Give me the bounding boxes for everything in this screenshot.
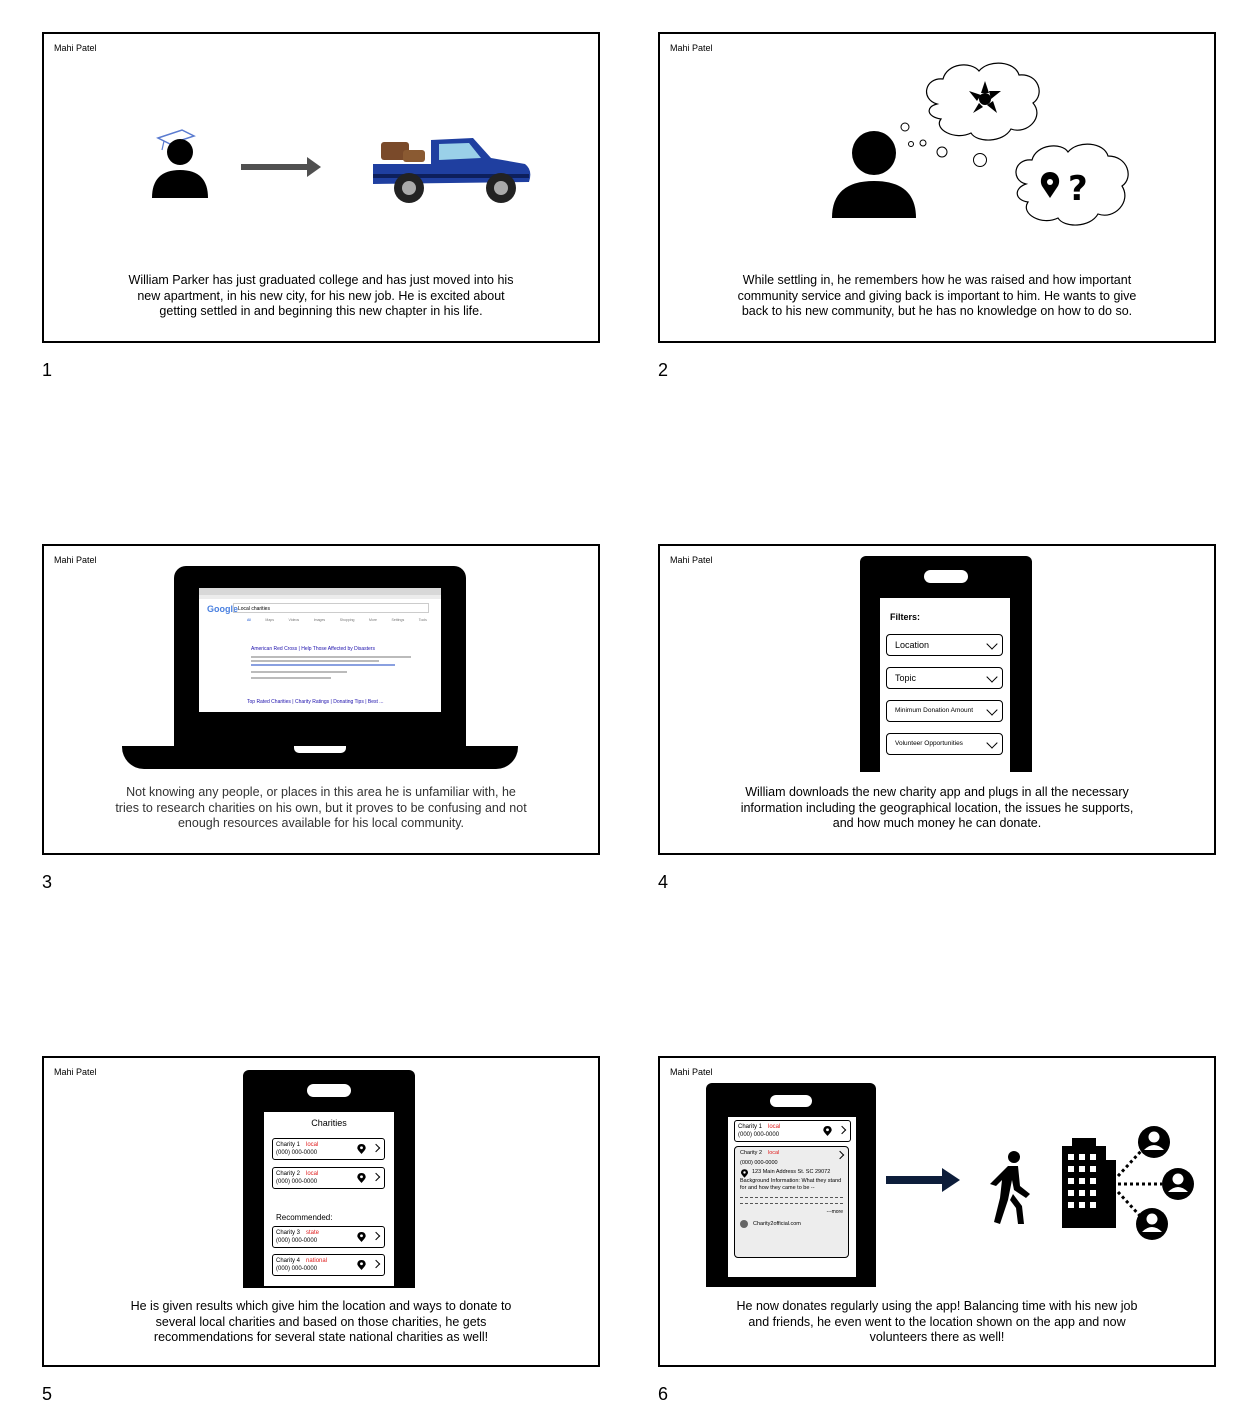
charity-name: Charity 1 [276, 1142, 301, 1148]
topic-dropdown[interactable] [886, 667, 1003, 689]
walking-person-icon [986, 1150, 1036, 1226]
tab-shopping[interactable]: Shopping [339, 618, 355, 622]
charity-phone: (000) 000-0000 [276, 1238, 318, 1244]
author-label: Mahi Patel [670, 43, 713, 53]
storyboard-panel-2 [658, 32, 1216, 343]
panel-caption: William Parker has just graduated college and has just moved into his new apartment, in his new city, for his new job. He is excited about getting settled in and beginning this new chapter in his life. [128, 273, 514, 318]
svg-text:?: ? [1068, 169, 1088, 209]
chevron-down-icon [986, 671, 997, 682]
panel-caption: Not knowing any people, or places in this area he is unfamiliar with, he tries to research charities on his own, but it proves to be confusing and not enough resources available for his local community. [115, 785, 527, 830]
location-question-bubble-icon [1006, 140, 1134, 230]
result-snippet-lines [251, 654, 411, 681]
tab-settings[interactable]: Settings [391, 618, 405, 622]
chevron-down-icon [986, 704, 997, 715]
chevron-down-icon [986, 737, 997, 748]
charity-scope-tag: local [306, 1171, 319, 1177]
charity-card[interactable] [272, 1138, 385, 1160]
location-pin-icon [357, 1260, 366, 1270]
storyboard-panel-1 [42, 32, 600, 343]
location-pin-icon [357, 1144, 366, 1154]
author-label: Mahi Patel [670, 1067, 713, 1077]
right-arrow-icon [886, 1168, 962, 1192]
author-label: Mahi Patel [54, 43, 97, 53]
charity-card[interactable] [272, 1167, 385, 1189]
recommended-label: Recommended: [276, 1213, 333, 1222]
search-input[interactable] [233, 603, 429, 613]
author-label: Mahi Patel [670, 555, 713, 565]
storyboard-panel-6 [658, 1056, 1216, 1367]
panel-caption: William downloads the new charity app and plugs in all the necessary information including the geographical location, the issues he supports, and how much money he can donate. [740, 785, 1134, 830]
charity-scope-tag: local [306, 1142, 319, 1148]
phone-screen [880, 598, 1010, 772]
panel-number: 4 [658, 872, 669, 892]
tab-videos[interactable]: Videos [288, 618, 300, 622]
panel-number: 6 [658, 1384, 669, 1404]
charity-name: Charity 1 [738, 1124, 763, 1130]
dropdown-label: Minimum Donation Amount [895, 707, 974, 714]
location-pin-icon [823, 1126, 832, 1136]
browser-window [199, 588, 441, 712]
browser-toolbar [199, 588, 441, 595]
dropdown-label: Volunteer Opportunities [895, 740, 963, 747]
charity-card[interactable] [272, 1226, 385, 1248]
graduate-person-icon [144, 124, 224, 204]
pickup-truck-icon [369, 130, 535, 210]
panel-caption: While settling in, he remembers how he was raised and how important community service and giving back is important to him. He wants to give back to his new community, but he has no knowledge on how to do so. [737, 273, 1137, 318]
charity-name: Charity 3 [276, 1230, 301, 1236]
charity-phone: (000) 000-0000 [276, 1179, 318, 1185]
phone-screen [728, 1117, 856, 1277]
charity-phone: (000) 000-0000 [740, 1160, 778, 1166]
right-arrow-icon [241, 157, 323, 177]
more-link[interactable]: ---more [826, 1209, 843, 1215]
author-label: Mahi Patel [54, 1067, 97, 1077]
search-query: Local charities [238, 606, 270, 612]
location-pin-icon [357, 1232, 366, 1242]
charity-phone: (000) 000-0000 [276, 1266, 318, 1272]
charity-card[interactable] [272, 1254, 385, 1276]
storyboard-panel-3 [42, 544, 600, 855]
tab-tools[interactable]: Tools [418, 618, 427, 622]
charities-title: Charities [311, 1118, 347, 1128]
charity-address: 123 Main Address St. SC 29072 [752, 1169, 831, 1175]
author-label: Mahi Patel [54, 555, 97, 565]
charity-background-info: Background Information: What they stand for and how they came to be -- [740, 1178, 842, 1191]
laptop-icon [174, 566, 466, 748]
charity-name: Charity 2 [740, 1150, 763, 1156]
phone-screen [264, 1112, 394, 1286]
location-pin-icon [741, 1169, 748, 1178]
phone-speaker [770, 1095, 812, 1107]
tab-all[interactable]: All [247, 618, 251, 622]
storyboard-panel-4 [658, 544, 1216, 855]
tab-images[interactable]: Images [313, 618, 326, 622]
phone-speaker [307, 1084, 351, 1097]
phone-frame [706, 1083, 876, 1287]
charity-phone: (000) 000-0000 [738, 1132, 780, 1138]
panel-number: 3 [42, 872, 53, 892]
location-pin-icon [357, 1173, 366, 1183]
google-logo: Google [207, 604, 238, 614]
phone-speaker [924, 570, 968, 583]
search-tabs [247, 618, 427, 622]
building-network-icon [1058, 1120, 1198, 1240]
charity-name: Charity 4 [276, 1258, 301, 1264]
tab-maps[interactable]: Maps [265, 618, 274, 622]
volunteer-opportunities-dropdown[interactable] [886, 733, 1003, 755]
globe-icon [740, 1220, 748, 1228]
chevron-down-icon [986, 638, 997, 649]
minimum-donation-dropdown[interactable] [886, 700, 1003, 722]
dropdown-label: Location [895, 640, 930, 650]
panel-number: 1 [42, 360, 53, 380]
charity-scope-tag: national [306, 1258, 328, 1264]
location-dropdown[interactable] [886, 634, 1003, 656]
charity-scope-tag: state [306, 1230, 320, 1236]
charity-detail-card[interactable] [734, 1146, 849, 1258]
search-result-title[interactable]: Top Rated Charities | Charity Ratings | Donating Tips | Best ... [247, 699, 384, 705]
dropdown-label: Topic [895, 673, 917, 683]
charity-phone: (000) 000-0000 [276, 1150, 318, 1156]
laptop-base [122, 746, 518, 769]
phone-frame [243, 1070, 415, 1288]
panel-number: 2 [658, 360, 669, 380]
panel-caption: He is given results which give him the location and ways to donate to several local charities and based on those charities, he gets recommendations for several state national charities as well! [130, 1299, 512, 1344]
phone-frame [860, 556, 1032, 772]
panel-number: 5 [42, 1384, 53, 1404]
charity-website[interactable]: Charity2official.com [753, 1221, 801, 1227]
browser-tab-bar [199, 595, 441, 599]
thought-dots-icon [895, 114, 995, 174]
tab-more[interactable]: More [369, 618, 378, 622]
charity-scope-tag: local [768, 1124, 781, 1130]
charity-scope-tag: local [768, 1150, 780, 1156]
storyboard-panel-5 [42, 1056, 600, 1367]
panel-caption: He now donates regularly using the app! Balancing time with his new job and friends, he even went to the location shown on the app and now volunteers there as well! [736, 1299, 1138, 1344]
charity-card[interactable] [734, 1120, 851, 1142]
filters-title: Filters: [890, 612, 921, 622]
search-result-title[interactable]: American Red Cross | Help Those Affected by Disasters [251, 646, 375, 652]
charity-name: Charity 2 [276, 1171, 301, 1177]
